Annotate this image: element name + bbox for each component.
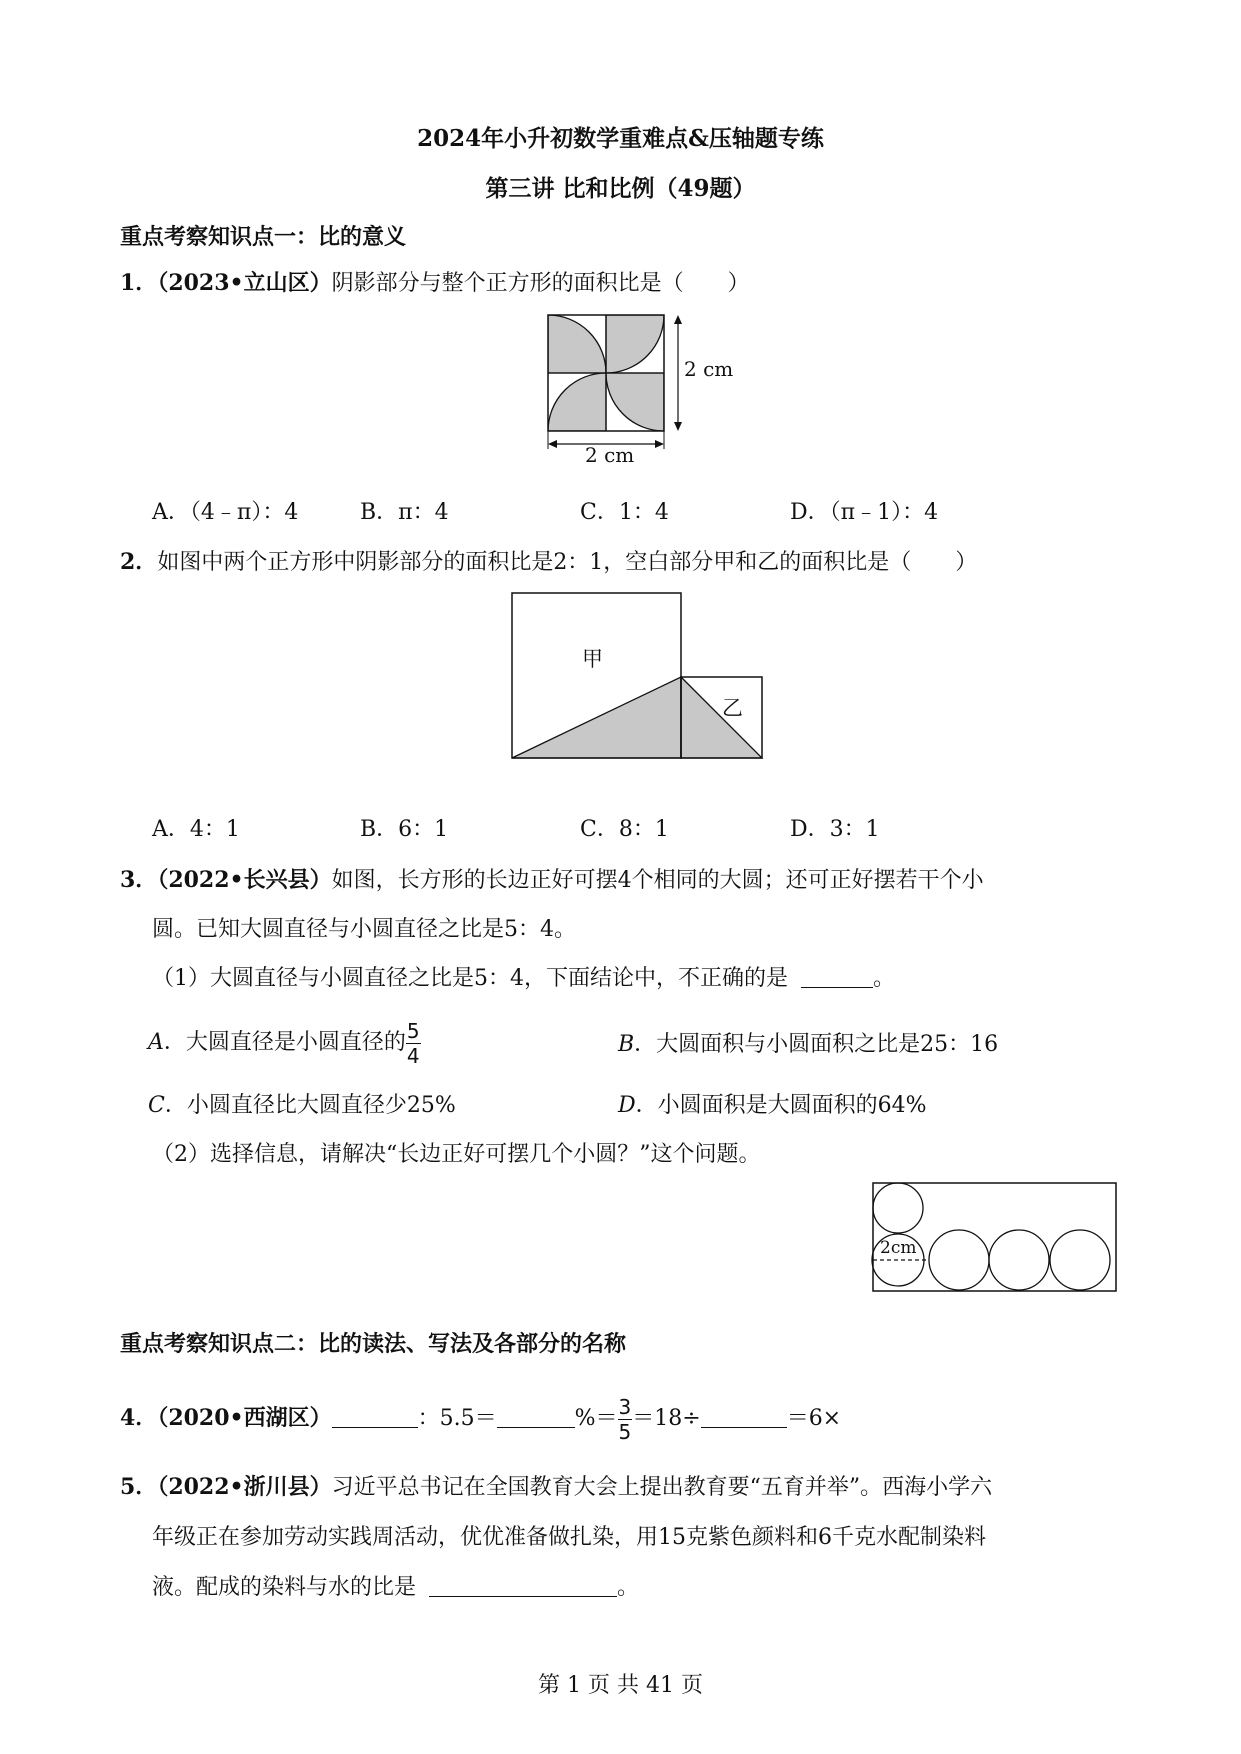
question-3-stem-line2: 圆。已知大圆直径与小圆直径之比是5：4。 <box>152 917 576 942</box>
part1-end: 。 <box>873 966 896 991</box>
question-number: 4． <box>120 1405 158 1431</box>
question-4-stem <box>120 1378 841 1459</box>
option-text: ．大圆直径是小圆直径的 <box>163 1030 406 1055</box>
answer-blank[interactable] <box>429 1574 617 1597</box>
q1-option-b[interactable]: B．π：4 <box>360 500 449 525</box>
line-end: 。 <box>617 1575 640 1600</box>
q2-label-jia: 甲 <box>582 647 603 671</box>
option-letter: C <box>148 1093 165 1118</box>
option-letter: A <box>148 1030 164 1055</box>
fraction-three-fifths: $\frac{3}{5}$ <box>618 1394 632 1444</box>
q3-option-b[interactable] <box>618 1027 998 1058</box>
q3-option-d[interactable] <box>618 1088 927 1119</box>
q2-option-a[interactable]: A．4：1 <box>152 817 240 842</box>
question-5-line1 <box>120 1470 992 1501</box>
q1-option-a[interactable]: A．（4﹣π）：4 <box>152 500 299 525</box>
question-source: （2022•浙川县） <box>157 1474 332 1500</box>
question-source: （2020•西湖区） <box>157 1405 332 1431</box>
page-footer: 第 1 页 共 41 页 <box>538 1673 703 1698</box>
question-number: 2． <box>120 549 158 575</box>
q1-option-d[interactable]: D．（π﹣1）：4 <box>790 500 939 525</box>
q1-option-c[interactable]: C．1：4 <box>580 500 669 525</box>
answer-blank-2[interactable] <box>497 1405 575 1428</box>
section-heading-2: 重点考察知识点二：比的读法、写法及各部分的名称 <box>120 1331 627 1357</box>
q2-two-squares-figure <box>500 585 780 765</box>
q1-figure-label-bottom: 2 cm <box>585 443 635 467</box>
question-text: 阴影部分与整个正方形的面积比是（ ） <box>331 271 750 296</box>
answer-blank-1[interactable] <box>332 1405 418 1428</box>
question-1-stem <box>120 266 750 297</box>
option-text: ．小圆直径比大圆直径少25% <box>164 1093 456 1118</box>
question-text: 习近平总书记在全国教育大会上提出教育要“五育并举”。西海小学六 <box>331 1475 993 1500</box>
question-2-stem <box>120 545 977 576</box>
page-title: 2024年小升初数学重难点&压轴题专练 <box>417 125 824 152</box>
answer-blank-3[interactable] <box>701 1405 787 1428</box>
question-number: 3． <box>120 867 158 893</box>
option-text: ．小圆面积是大圆面积的64% <box>635 1093 927 1118</box>
option-letter: D <box>618 1093 636 1118</box>
question-source: （2023•立山区） <box>157 270 332 296</box>
q1-figure-label-right: 2 cm <box>684 357 734 381</box>
option-text: ．大圆面积与小圆面积之比是25：16 <box>634 1032 999 1057</box>
fraction-five-fourths: $\frac{5}{4}$ <box>406 1018 420 1068</box>
question-3-stem-line1 <box>120 863 984 894</box>
q2-option-b[interactable]: B．6：1 <box>360 817 449 842</box>
q3-option-a[interactable] <box>148 1003 421 1083</box>
equation-segment-4: ＝6× <box>786 1406 842 1431</box>
q3-option-c[interactable] <box>148 1088 456 1119</box>
option-letter: B <box>618 1032 635 1057</box>
equation-segment-1: ：5.5＝ <box>417 1406 497 1431</box>
q2-label-yi: 乙 <box>722 696 743 720</box>
section-heading-1: 重点考察知识点一：比的意义 <box>120 224 407 250</box>
part1-text: （1）大圆直径与小圆直径之比是5：4，下面结论中，不正确的是 <box>152 966 788 991</box>
question-3-part1 <box>152 961 895 992</box>
question-5-line3 <box>152 1570 639 1601</box>
question-number: 1． <box>120 270 158 296</box>
question-text: 如图中两个正方形中阴影部分的面积比是2：1，空白部分甲和乙的面积比是（ ） <box>157 550 978 575</box>
q2-option-c[interactable]: C．8：1 <box>580 817 669 842</box>
question-text: 液。配成的染料与水的比是 <box>152 1575 417 1600</box>
question-source: （2022•长兴县） <box>157 867 332 893</box>
q2-option-d[interactable]: D．3：1 <box>790 817 880 842</box>
answer-blank[interactable] <box>801 965 873 988</box>
q3-figure-label: 2cm <box>880 1238 917 1258</box>
q1-pinwheel-figure <box>530 305 740 465</box>
question-number: 5． <box>120 1474 158 1500</box>
question-text: 如图，长方形的长边正好可摆4个相同的大圆；还可正好摆若干个小 <box>331 868 984 893</box>
page-subtitle: 第三讲 比和比例（49题） <box>485 175 756 202</box>
question-5-line2: 年级正在参加劳动实践周活动，优优准备做扎染，用15克紫色颜料和6千克水配制染料 <box>152 1525 986 1550</box>
question-3-part2: （2）选择信息，请解决“长边正好可摆几个小圆？”这个问题。 <box>152 1142 761 1167</box>
equation-segment-3: ＝18÷ <box>632 1406 701 1431</box>
equation-segment-2: %＝ <box>574 1406 618 1431</box>
